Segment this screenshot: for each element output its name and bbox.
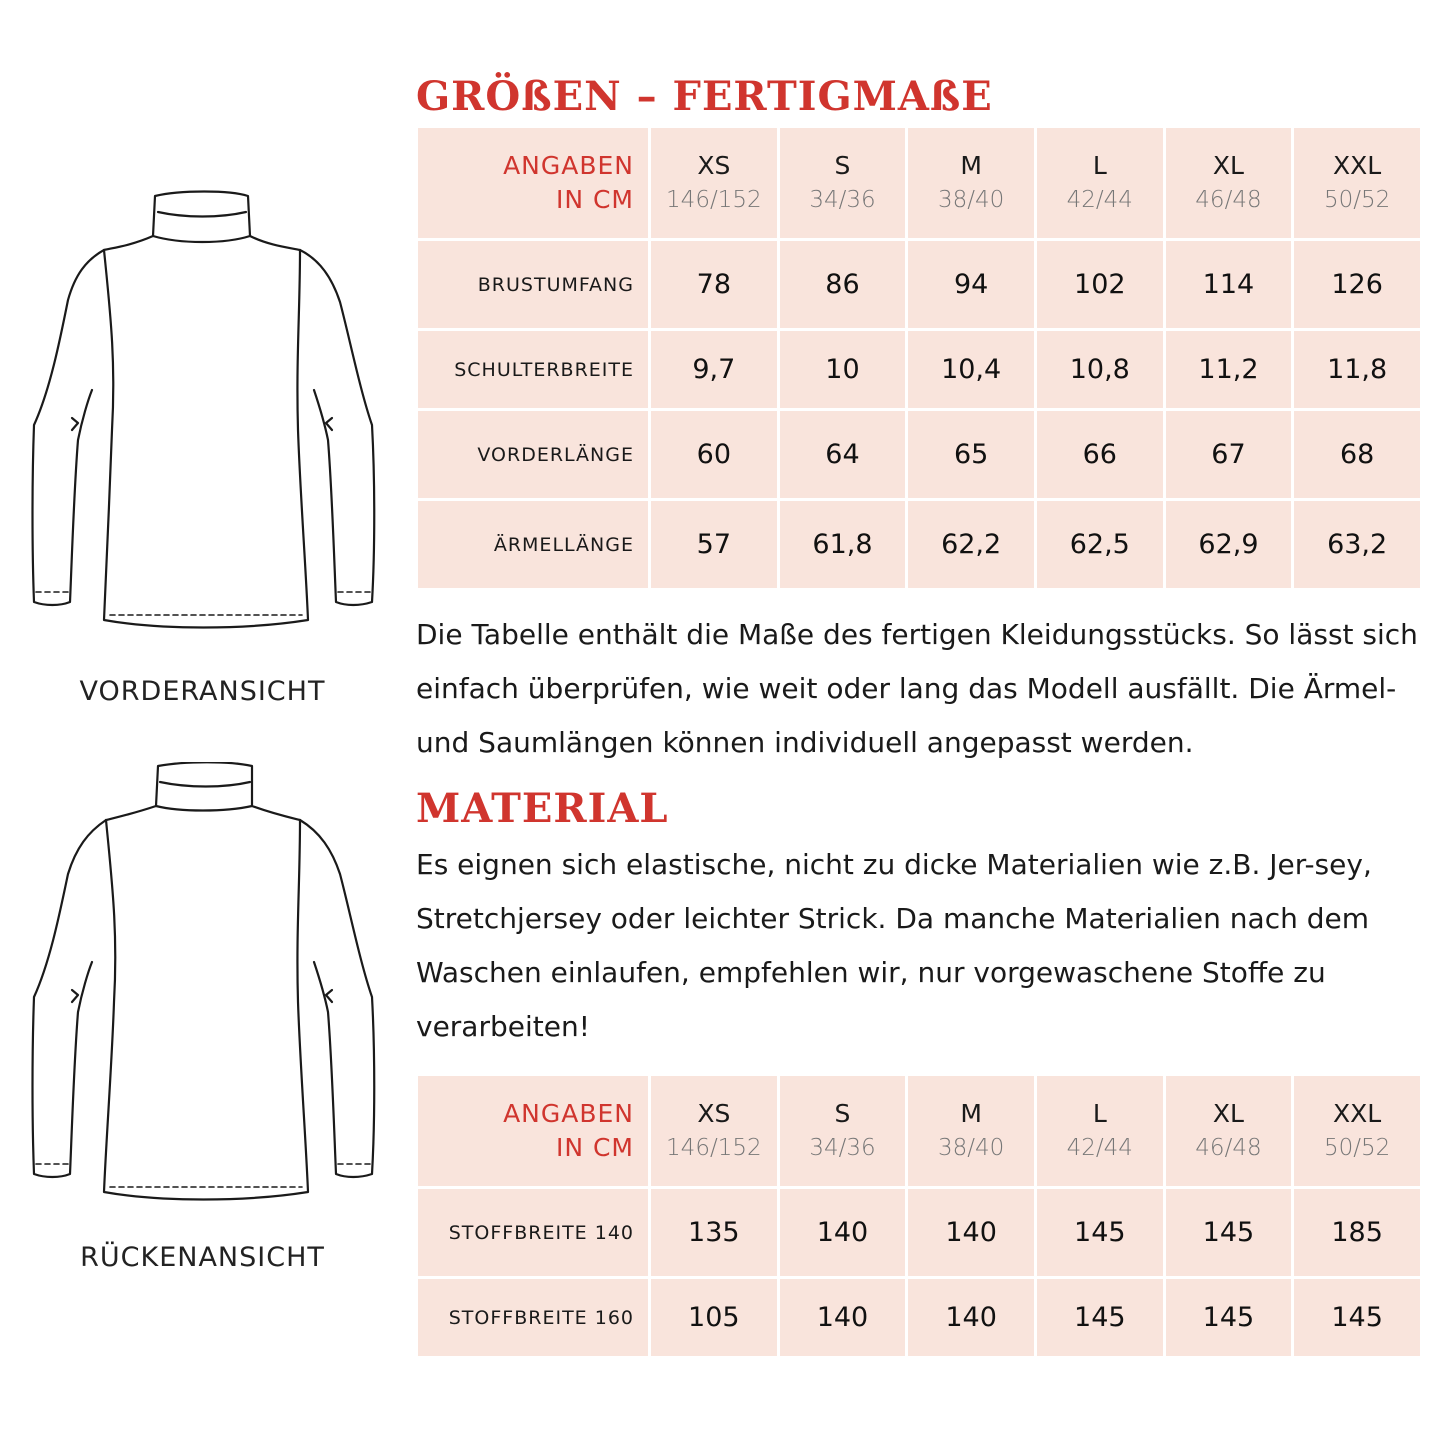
turtleneck-front-icon xyxy=(20,190,385,630)
back-view-illustration xyxy=(20,762,385,1202)
size-column-header: L 42/44 xyxy=(1035,127,1164,240)
table-header-row xyxy=(417,1075,1422,1188)
table-row: ÄRMELLÄNGE 57 61,8 62,2 62,5 62,9 63,2 xyxy=(417,500,1422,590)
table-row: STOFFBREITE 160 105 140 140 145 145 145 xyxy=(417,1278,1422,1358)
units-header: ANGABEN IN CM xyxy=(417,127,650,240)
size-column-header: L 42/44 xyxy=(1035,1075,1164,1188)
material-description: Es eignen sich elastische, nicht zu dicke Materialien wie z.B. Jer-sey, Stretchjersey oder leichter Strick. Da manche Materialien nach dem Waschen einlaufen, empfehlen wir, nur vorgewaschene Stoffe zu verarbeiten! xyxy=(416,848,1372,1043)
table-row: STOFFBREITE 140 135 140 140 145 145 185 xyxy=(417,1188,1422,1278)
turtleneck-back-icon xyxy=(20,762,385,1202)
table-row: SCHULTERBREITE 9,7 10 10,4 10,8 11,2 11,8 xyxy=(417,330,1422,410)
measurements-table xyxy=(415,125,1423,591)
size-column-header: XS 146/152 xyxy=(650,127,779,240)
table-row: BRUSTUMFANG 78 86 94 102 114 126 xyxy=(417,240,1422,330)
front-view-label: VORDERANSICHT xyxy=(79,676,326,707)
size-column-header: XL 46/48 xyxy=(1164,1075,1293,1188)
size-column-header: XS 146/152 xyxy=(650,1075,779,1188)
sizes-description: Die Tabelle enthält die Maße des fertigen Kleidungsstücks. So lässt sich einfach überprüfen, wie weit oder lang das Modell ausfällt. Die Ärmel- und Saumlängen können individuell angepasst werden. xyxy=(416,618,1418,759)
table-row: VORDERLÄNGE 60 64 65 66 67 68 xyxy=(417,410,1422,500)
units-header: ANGABEN IN CM xyxy=(417,1075,650,1188)
size-column-header: M 38/40 xyxy=(907,127,1036,240)
size-column-header: XXL 50/52 xyxy=(1293,127,1422,240)
table-header-row xyxy=(417,127,1422,240)
fabric-table xyxy=(415,1073,1423,1359)
size-column-header: XL 46/48 xyxy=(1164,127,1293,240)
material-heading: MATERIAL xyxy=(416,785,669,832)
front-view-illustration xyxy=(20,190,385,630)
size-column-header: S 34/36 xyxy=(778,1075,907,1188)
sizes-heading: GRÖßEN – FERTIGMAßE xyxy=(416,73,993,120)
size-column-header: XXL 50/52 xyxy=(1293,1075,1422,1188)
size-column-header: S 34/36 xyxy=(778,127,907,240)
size-column-header: M 38/40 xyxy=(907,1075,1036,1188)
back-view-label: RÜCKENANSICHT xyxy=(80,1242,325,1273)
